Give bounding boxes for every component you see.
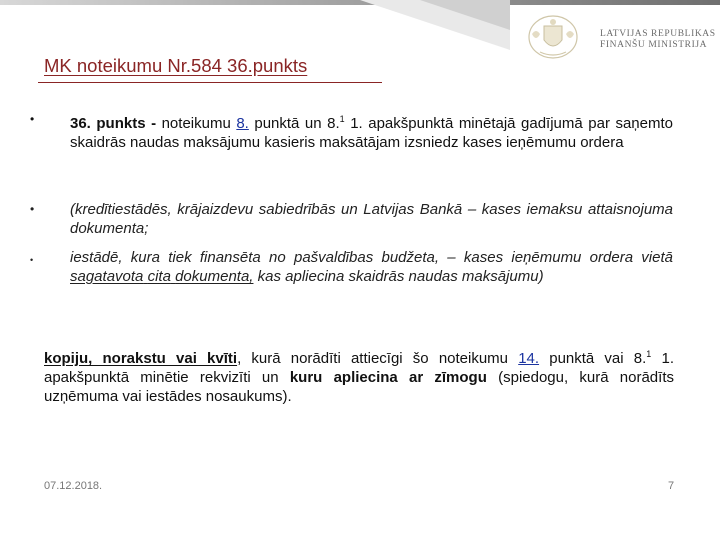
bullet-1-text: 1. apakšpunktā minētajā gadījumā par saņemto skaidrās naudas maksājumu kasieris maksātājam izsniedz kases ieņēmumu ordera <box>70 115 673 151</box>
paragraph-text: 1. apakšpunktā minētie rekvizīti un <box>44 350 674 386</box>
body-paragraph <box>44 345 674 406</box>
bullet-item-3 <box>30 248 673 286</box>
slide-title: MK noteikumu Nr.584 36.punkts <box>44 55 308 76</box>
ministry-logo <box>520 14 716 60</box>
footer-date: 07.12.2018. <box>44 480 103 492</box>
rule-link-8[interactable]: 8. <box>236 115 249 132</box>
bullet-2-text: (kredītiestādēs, krājaizdevu sabiedrībās un Latvijas Bankā – kases iemaksu attaisnojuma dokumenta; <box>70 201 673 237</box>
bullet-marker: • <box>30 112 35 126</box>
bullet-item-2 <box>30 200 673 238</box>
bold-underlined-phrase: kopiju, norakstu vai kvīti <box>44 350 238 367</box>
header-wedge-shape <box>360 0 510 50</box>
bold-phrase: kuru apliecina ar zīmogu <box>289 369 487 386</box>
bullet-marker: • <box>30 255 34 265</box>
underlined-word: cita <box>147 268 171 285</box>
title-underline-rule <box>38 82 382 83</box>
paragraph-text: punktā vai 8. <box>539 350 647 367</box>
underlined-word: dokumenta, <box>175 268 254 285</box>
bullet-item-1 <box>30 110 673 152</box>
bullet-3-text: kas apliecina skaidrās naudas maksājumu) <box>253 268 544 285</box>
bullet-3-text: iestādē, kura tiek finansēta no pašvaldības budžeta, – kases ieņēmumu ordera vietā <box>70 249 673 266</box>
bullet-1-text: punktā un 8. <box>248 115 340 132</box>
latvia-coat-of-arms-icon <box>520 14 586 60</box>
paragraph-text: , kurā norādīti attiecīgi šo noteikumu <box>237 350 519 367</box>
bullet-1-lead: 36. punkts - <box>70 115 157 132</box>
paragraph-text: (spiedogu, kurā norādīts uzņēmuma vai iestādes nosaukums). <box>44 369 674 405</box>
bullet-marker: • <box>30 202 35 216</box>
ministry-name <box>600 29 716 51</box>
superscript: 1 <box>339 114 345 124</box>
logo-line-2: FINANŠU MINISTRIJA <box>600 40 708 50</box>
superscript: 1 <box>646 349 652 359</box>
rule-link-14[interactable]: 14. <box>518 350 540 367</box>
logo-line-1: LATVIJAS REPUBLIKAS <box>600 29 716 39</box>
bullet-1-text: noteikumu <box>156 115 237 132</box>
underlined-word: sagatavota <box>70 268 144 285</box>
page-number: 7 <box>668 480 675 492</box>
